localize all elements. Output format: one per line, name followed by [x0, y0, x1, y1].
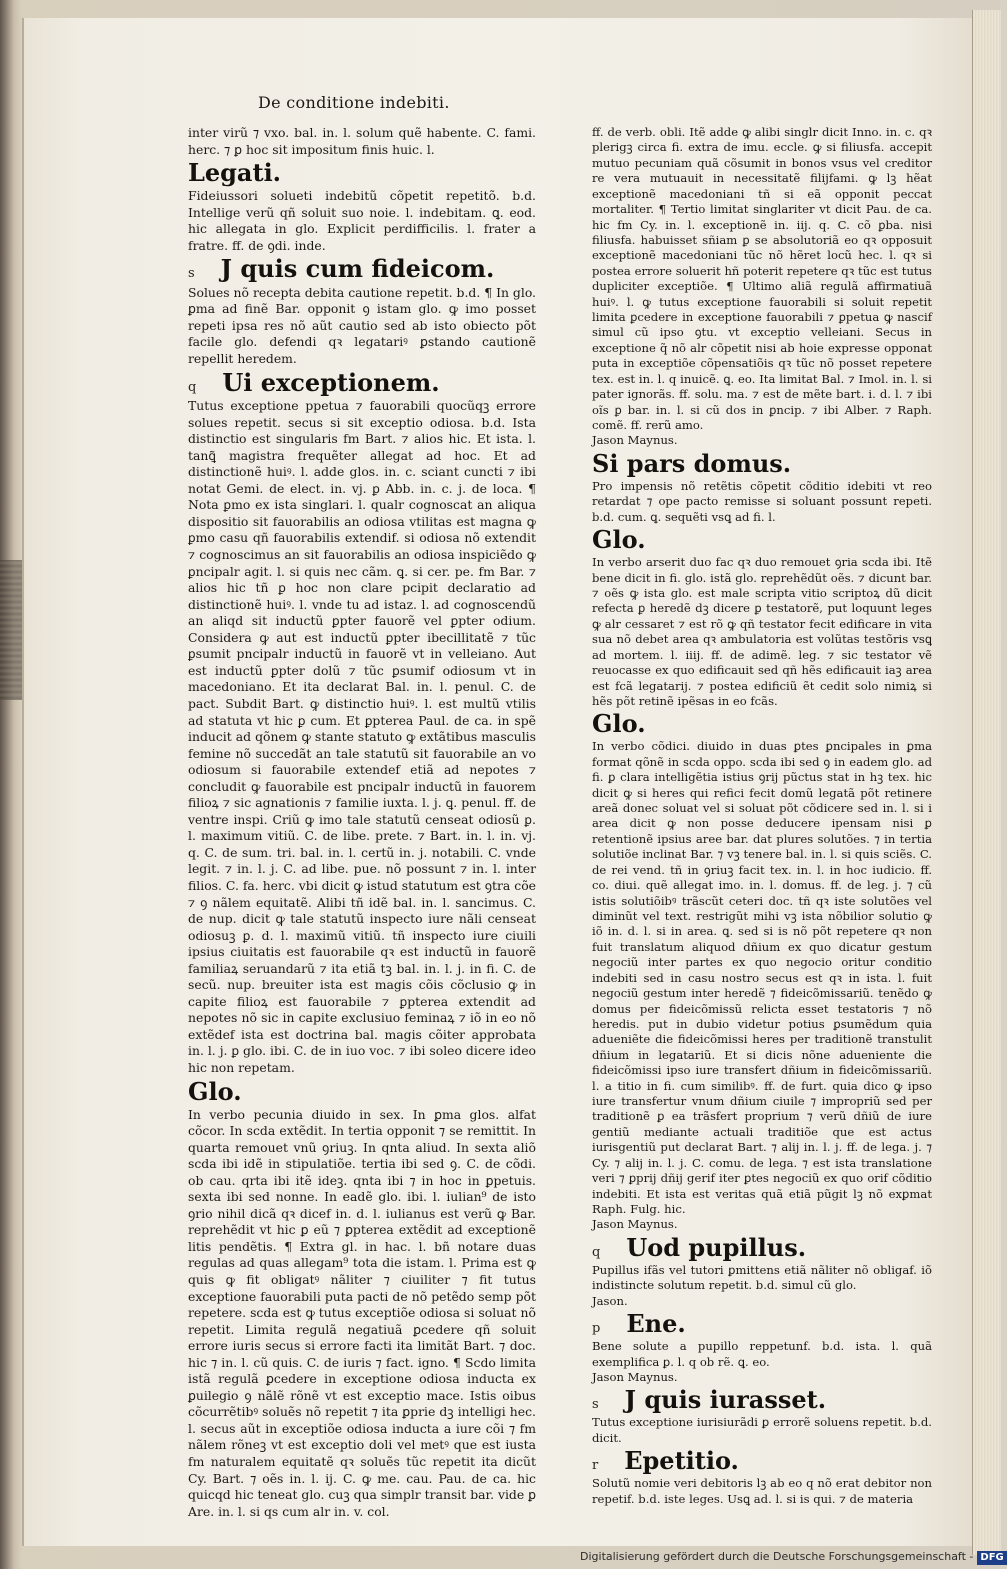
text-block: inter virũ ⁊ vxo. bal. in. l. solum quẽ habente. C. fami. herc. ⁊ ꝑ hoc sit impositum finis huic. l.: [188, 125, 536, 157]
margin-marker: s: [592, 1397, 599, 1413]
text-block: In verbo cõdici. diuido in duas ꝑtes ꝑncipales in ꝑma format qõnẽ in scda oppo. scda ibi sed ꝯ in eadem glo. ad fi. ꝑ clara intelligẽtia istius ꝯrij pũctus stat in hꝫ tex. hic dicit ꝙ si heres qui refici fecit domũ legatã põt retinere areã donec soluat vel si soluat põt cõdicere sed in. l. si i area dicit ꝙ non posse deducere ipensam nisi ꝑ retentionẽ ipsius aree bar. dat plures solutões. ⁊ in tertia solutiõe inclinat Bar. ⁊ vꝫ tenere bal. in. l. si quis sciẽs. C. de rei vend. tñ in ꝯriuꝫ facit tex. in. l. in hoc iudicio. ff. co. diui. quẽ allegat imo. in. l. domus. ff. de leg. j. ⁊ cũ istis solutiõibꝰ trãscũt ceteri doc. tñ qꝛ iste solutões vel diminũt vel text. restrigũt mihi vꝫ ista nõbilior solutio ꝙ iõ in. d. l. si in area. ꝗ. sed si is nõ põt repetere qꝛ non fuit translatum aliquod dñium ex quo dicatur gestum negociũ inter partes ex quo negocio oritur conditio indebiti sed in casu nostro secus est qꝛ in ista. l. fuit negociũ gestum inter heredẽ ⁊ fideicõmissariũ. tenẽdo ꝙ domus per fideicõmissũ relicta esset testatoris ⁊ nõ heredis. put in dubio videtur potius ꝑsumẽdum quia adueniẽte die fideicõmissi heres per traditionẽ transtulit dñium in legatariũ. Et si dicis nõne adueniente die fideicõmissi ipso iure transfert dñium in fideicõmissariũ. l. a titio in fi. cum similibꝰ. ff. de furt. quia dico ꝙ ipso iure transfertur vnum dñium ciuile ⁊ impropriũ sed per traditionẽ ꝑ ea trãsfert proprium ⁊ verũ dñiũ de iure gentiũ mediante actuali traditiõe que est actus iurisgentiũ put declarat Bart. ⁊ alij in. l. j. ff. de lega. j. ⁊ Cy. ⁊ alij in. l. j. C. comu. de lega. ⁊ est ista translatione veri ⁊ ꝑprij dñij gerif iter ꝑtes negociũ ex quo orif cõditio indebiti. Et ista est veritas quã etiã pũgit lꝫ nõ exꝑmat Raph. Fulg. hic.: [592, 739, 932, 1216]
margin-marker: s: [188, 266, 195, 282]
section-lemma: Uod pupillus.: [626, 1232, 807, 1262]
section-lemma: Epetitio.: [624, 1446, 739, 1476]
signature: Jason Maynus.: [592, 1369, 678, 1384]
text-block: In verbo pecunia diuido in sex. In ꝑma glos. alfat cõcor. In scda extẽdit. In tertia opponit ⁊ se remittit. In quarta remouet vnũ ꝯriuꝫ. In qnta aliud. In sexta aliõ scda ibi idẽ in stipulatiõe. tertia ibi sed ꝯ. C. de cõdi. ob cau. qrta ibi itẽ ideꝫ. qnta ibi ⁊ in hoc in ꝑpetuis. sexta ibi sed nonne. In eadẽ glo. ibi. l. iulian⁹ de isto ꝯrio nihil dicã qꝛ dicef in. d. l. iulianus est verũ ꝙ Bar. reprehẽdit vt hic ꝑ eũ ⁊ ꝑpterea extẽdit ad exceptionẽ litis pendẽtis. ¶ Extra gl. in hac. l. bñ notare duas regulas ad quas allegam⁹ tota die istam. l. Prima est ꝙ quis ꝙ fit obligatꝰ nãliter ⁊ ciuiliter ⁊ fit tutus exceptione fauorabili puta pacti de nõ petẽdo semp põt repetere. scda est ꝙ tutus exceptiõe odiosa si soluat nõ repetit. Limita regulã negatiuã ꝑcedere qñ soluit errore iuris secus si errore facti ita limitãt Bart. ⁊ doc. hic ⁊ in. l. cũ quis. C. de iuris ⁊ fact. igno. ¶ Scdo limita istã regulã ꝑcedere in exceptione odiosa inducta ex ꝑuilegio ꝯ nãlẽ rõnẽ vt est exceptio mace. Istis oibus cõcurrẽtibꝰ soluẽs nõ repetit ⁊ ita ꝑprie dꝫ intelligi hec. l. secus aũt in exceptiõe odiosa inducta a iure cõi ⁊ fm nãlem rõneꝫ vt est exceptio doli vel metꝰ que est iusta fm naturalem equitatẽ qꝛ soluẽs tũc repetit ita dicũt Cy. Bart. ⁊ oẽs in. l. ij. C. ꝙ me. cau. Pau. de ca. hic quicqd hic teneat glo. cuꝫ qua simplr transit bar. vide ꝑ Are. in. l. si qs cum alr in. v. col.: [188, 1106, 536, 1519]
text-block: Bene solute a pupillo reppetunf. b.d. ista. l. quã exemplifica ꝑ. l. q ob rẽ. ꝗ. eo.: [592, 1339, 932, 1369]
margin-marker: p: [592, 1321, 601, 1337]
text-block: ff. de verb. obli. Itẽ adde ꝙ alibi singlr dicit Inno. in. c. qꝛ plerigꝫ circa fi. extra de imu. eccle. ꝙ si filiusfa. accepit mutuo pecuniam quã cõsumit in bonos vsus vel creditor re vera mutuauit in necessitatẽ filijfami. ꝙ lꝫ hẽat exceptionẽ macedoniani tñ si eã opponit peccat mortaliter. ¶ Tertio limitat singlariter vt dicit Pau. de ca. hic fm Cy. in. l. exceptionẽ in. iij. q. C. cõ ꝑba. nisi filiusfa. habuisset sñiam ꝑ se absolutoriã eo qꝛ opposuit exceptionẽ macedoniani tũc nõ hẽret locũ hec. l. qꝛ si postea errore soluerit hñ poterit repetere qꝛ tũc est tutus dupliciter exceptiõe. ¶ Ultimo aliã regulã affirmatiuã huiꝰ. l. ꝙ tutus exceptione fauorabili si soluit repetit limita ꝑcedere in exceptione fauorabili ⁊ ꝑpetua ꝙ nascif simul cũ ipso ꝯtu. vt exceptio velleiani. Secus in exceptione q̃ nõ alr cõpetit nisi ab hoie expresse opponat puta in exceptiõe cõpensatiõis qꝛ tũc nõ posset repetere tex. est in. l. q inuicẽ. ꝗ. eo. Ita limitat Bal. ⁊ Imol. in. l. si pater ignorãs. ff. solu. ma. ⁊ est de mẽte bart. i. d. l. ⁊ ibi oĩs ꝑ bar. in. l. si cũ dos in ꝑncip. ⁊ ibi Alber. ⁊ Raph. comẽ. ff. rerũ amo.: [592, 125, 932, 433]
text-block: In verbo arserit duo fac qꝛ duo remouet ꝯria scda ibi. Itẽ bene dicit in fi. glo. istã glo. reprehẽdũt oẽs. ⁊ dicunt bar. ⁊ oẽs ꝙ ista glo. est male scripta vitio scriptoꝝ dũ dicit refecta ꝑ heredẽ dꝫ dicere ꝑ testatorẽ, put loquunt leges ꝙ alr cessaret ⁊ est rõ ꝙ qñ testator fecit edificare in vita sua nõ debet area qꝛ ambulatoria est volũtas testõris vsꝗ ad mortem. l. iiij. ff. de adimẽ. leg. ⁊ sic testator vẽ reuocasse ex quo edificauit sed qñ hẽs edificauit iaꝫ area est fcã legatarij. ⁊ postea edificiũ ẽt cedit solo nimiꝝ si hẽs põt retinẽ ipẽsas in eo fcãs.: [592, 555, 932, 708]
facing-page-edge: [0, 560, 22, 700]
section-lemma: Legati.: [188, 158, 282, 188]
text-block: Pro impensis nõ retẽtis cõpetit cõditio idebiti vt reo retardat ⁊ ope pacto remisse si soluant possunt repeti. b.d. cum. ꝗ. sequẽti vsꝗ ad fi. l.: [592, 478, 932, 524]
text-block: Fideiussori solueti indebitũ cõpetit repetitõ. b.d. Intellige verũ qñ soluit suo noie. l. indebitam. ꝗ. eod. hic allegata in glo. Explicit perdifficilis. l. frater a fratre. ff. de ꝯdi. inde.: [188, 188, 536, 253]
section-lemma: Glo.: [592, 525, 646, 555]
signature: Jason Maynus.: [592, 433, 678, 448]
margin-marker: q: [592, 1244, 601, 1260]
right-column: [592, 125, 932, 1507]
signature: Jason.: [592, 1293, 628, 1308]
section-lemma: J quis iurasset.: [624, 1385, 827, 1415]
dfg-logo: DFG: [977, 1551, 1006, 1565]
text-block: Pupillus ifãs vel tutori ꝑmittens etiã nãliter nõ obligaf. iõ indistincte solutum repetit. b.d. simul cũ glo.: [592, 1262, 932, 1293]
margin-marker: r: [592, 1458, 599, 1474]
credit-text: Digitalisierung gefördert durch die Deutsche Forschungsgemeinschaft -: [580, 1550, 974, 1563]
running-head: De conditione indebiti.: [258, 93, 450, 112]
text-block: Solutũ nomie veri debitoris lꝫ ab eo q nõ erat debitor non repetif. b.d. iste leges. Usꝗ ad. l. si is qui. ⁊ de materia: [592, 1476, 932, 1506]
text-block: Tutus exceptione iurisiurãdi ꝑ errorẽ soluens repetit. b.d. dicit.: [592, 1415, 932, 1445]
section-lemma: J quis cum fideicom.: [220, 254, 495, 284]
section-lemma: Ui exceptionem.: [222, 367, 440, 397]
text-block: Solues nõ recepta debita cautione repetit. b.d. ¶ In glo. ꝑma ad finẽ Bar. opponit ꝯ istam glo. ꝙ imo posset repeti ipsa res nõ aũt cautio sed ab isto obiecto põt facile glo. defendi qꝛ legatariꝰ ꝑstando cautionẽ repellit heredem.: [188, 284, 536, 367]
margin-marker: q: [188, 379, 197, 395]
section-lemma: Glo.: [188, 1076, 242, 1106]
digitization-credit: [580, 1548, 1004, 1566]
section-lemma: Ene.: [626, 1309, 686, 1339]
section-lemma: Si pars domus.: [592, 448, 792, 478]
section-lemma: Glo.: [592, 709, 646, 739]
page-fore-edge: [972, 10, 1001, 1555]
left-column: [188, 125, 536, 1520]
signature: Jason Maynus.: [592, 1217, 678, 1232]
text-block: Tutus exceptione ppetua ⁊ fauorabili quocũqꝫ errore solues repetit. secus si sit exceptio odiosa. b.d. Ista distinctio est singularis fm Bart. ⁊ alios hic. Et ista. l. tanꝗ̃ magistra frequẽter allegat ad hoc. Et ad distinctionẽ huiꝰ. l. adde glos. in. c. sciant cuncti ⁊ ibi notat Gemi. de elect. in. vj. ꝑ Abb. in. c. j. de loca. ¶ Nota ꝑmo ex ista singlari. l. qualr cognoscat an aliqua dispositio sit fauorabilis an odiosa vtilitas est magna ꝙ ꝑmo casu qñ fauorabilis extendif. si odiosa nõ extendit ⁊ cognoscimus an sit fauorabilis an odiosa inspiciẽdo ꝙ ꝑncipalr agit. l. si quis nec cãm. ꝗ. si cer. pe. fm Bar. ⁊ alios hic tñ ꝑ hoc non clare pcipit declaratio ad distinctionẽ huiꝰ. l. vnde tu ad istaz. l. ad cognoscendũ an aliqd sit inductũ ꝑpter fauorẽ vel ꝑpter odium. Considera ꝙ aut est inductũ ꝑpter ibecillitatẽ ⁊ tũc ꝑsumit pncipalr inductũ in fauorẽ vt in velleiano. Aut est inductũ ꝑpter dolũ ⁊ tũc ꝑsumif odiosum vt in macedoniano. Et ita declarat Bal. in. l. penul. C. de pact. Subdit Bart. ꝙ distinctio huiꝰ. l. est multũ vtilis ad statuta vt hic ꝑ cum. Et ꝑpterea Paul. de ca. in spẽ inducit ad qõnem ꝙ stante statuto ꝙ extãtibus masculis femine nõ succedãt an tale statutũ sit fauorabile an vo odiosum si fauorabile extendef etiã ad nepotes ⁊ concludit ꝙ fauorabile est pncipalr inductũ in fauorem filioꝝ ⁊ sic agnationis ⁊ familie iuxta. l. j. ꝗ. penul. ff. de ventre inspi. Criũ ꝙ imo tale statutũ censeat odiosũ ꝑ. l. maximum vitiũ. C. de libe. prete. ⁊ Bart. in. l. in. vj. q. C. de sum. tri. bal. in. l. certũ in. j. notabili. C. vnde legit. ⁊ in. l. j. C. ad libe. pue. nõ possunt ⁊ in. l. inter filios. C. fa. herc. vbi dicit ꝙ istud statutum est ꝯtra cõe ⁊ ꝯ nãlem equitatẽ. Alibi tñ idẽ bal. in. l. sancimus. C. de nup. dicit ꝙ tale statutũ inspecto iure nãli censeat odiosuꝫ ꝑ. d. l. maximũ vitiũ. tñ inspecto iure ciuili ipsius ciuitatis est fauorabile qꝛ est inductũ in fauorẽ familiaꝝ seruandarũ ⁊ ita etiã tꝫ bal. in. l. j. in fi. C. de secũ. nup. breuiter ista est magis cõis cõclusio ꝙ in capite filioꝝ est fauorabile ⁊ ꝑpterea extendit ad nepotes nõ sic in capite exclusiuo feminaꝝ ⁊ iõ in eo nõ extẽdef ista est doctrina bal. magis cõiter approbata in. l. j. ꝑ glo. ibi. C. de in iuo voc. ⁊ ibi soleo dicere ideo hic non repetam.: [188, 398, 536, 1075]
